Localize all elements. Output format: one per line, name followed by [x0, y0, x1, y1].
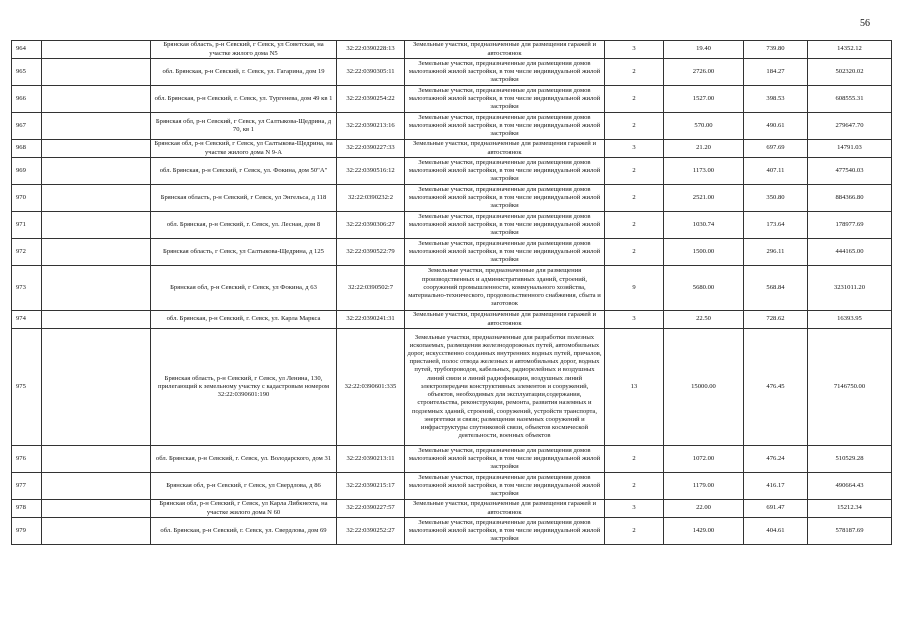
- cadastral-value-cell: 578187.69: [808, 518, 892, 545]
- cadastral-value-cell: 14791.03: [808, 140, 892, 158]
- rate-cell: 490.61: [744, 113, 808, 140]
- row-number-cell: 976: [12, 446, 42, 473]
- address-cell: Брянская обл, р-н Севский, г Севск, ул Салтыкова-Щедрина, д 70, кв 1: [151, 113, 337, 140]
- rate-cell: 296.11: [744, 239, 808, 266]
- cadastral-value-cell: 16393.95: [808, 311, 892, 329]
- address-cell: обл. Брянская, р-н Севский, г Севск, ул. Фокина, дом 50"А": [151, 158, 337, 185]
- left-blank-cell: [42, 212, 151, 239]
- land-use-cell: Земельные участки, предназначенные для размещения домов малоэтажной жилой застройки, в том числе индивидуальной жилой застройки: [405, 59, 605, 86]
- area-cell: 2726.00: [664, 59, 744, 86]
- cadastral-value-cell: 510529.28: [808, 446, 892, 473]
- cadastral-number-cell: 32:22:0390252:27: [337, 518, 405, 545]
- rate-cell: 184.27: [744, 59, 808, 86]
- table-row: [12, 518, 892, 545]
- left-blank-cell: [42, 266, 151, 311]
- category-code-cell: 2: [605, 473, 664, 500]
- category-code-cell: 2: [605, 59, 664, 86]
- area-cell: 22.50: [664, 311, 744, 329]
- left-blank-cell: [42, 518, 151, 545]
- land-use-cell: Земельные участки, предназначенные для размещения гаражей и автостоянок: [405, 311, 605, 329]
- rate-cell: 476.45: [744, 329, 808, 446]
- rate-cell: 350.80: [744, 185, 808, 212]
- cadastral-number-cell: 32:22:0390213:11: [337, 446, 405, 473]
- row-number-cell: 973: [12, 266, 42, 311]
- category-code-cell: 2: [605, 113, 664, 140]
- row-number-cell: 964: [12, 41, 42, 59]
- table-row: [12, 86, 892, 113]
- land-register-table: [11, 40, 892, 545]
- left-blank-cell: [42, 41, 151, 59]
- category-code-cell: 3: [605, 311, 664, 329]
- address-cell: Брянская обл, р-н Севский, г Севск, ул Фокина, д 63: [151, 266, 337, 311]
- left-blank-cell: [42, 158, 151, 185]
- category-code-cell: 9: [605, 266, 664, 311]
- land-use-cell: Земельные участки, предназначенные для размещения домов малоэтажной жилой застройки, в том числе индивидуальной жилой застройки: [405, 158, 605, 185]
- row-number-cell: 965: [12, 59, 42, 86]
- land-use-cell: Земельные участки, предназначенные для размещения домов малоэтажной жилой застройки, в том числе индивидуальной жилой застройки: [405, 518, 605, 545]
- cadastral-number-cell: 32:22:0390601:335: [337, 329, 405, 446]
- table-row: [12, 140, 892, 158]
- row-number-cell: 975: [12, 329, 42, 446]
- rate-cell: 691.47: [744, 500, 808, 518]
- left-blank-cell: [42, 329, 151, 446]
- area-cell: 1429.00: [664, 518, 744, 545]
- address-cell: Брянская обл, р-н Севский, г Севск, ул Карла Либкнехта, на участке жилого дома N 60: [151, 500, 337, 518]
- cadastral-value-cell: 477540.03: [808, 158, 892, 185]
- cadastral-value-cell: 884366.80: [808, 185, 892, 212]
- land-use-cell: Земельные участки, предназначенные для размещения домов малоэтажной жилой застройки, в том числе индивидуальной жилой застройки: [405, 86, 605, 113]
- table-row: [12, 185, 892, 212]
- left-blank-cell: [42, 59, 151, 86]
- area-cell: 5680.00: [664, 266, 744, 311]
- row-number-cell: 971: [12, 212, 42, 239]
- land-use-cell: Земельные участки, предназначенные для размещения гаражей и автостоянок: [405, 140, 605, 158]
- table-row: [12, 113, 892, 140]
- table-row: [12, 311, 892, 329]
- cadastral-value-cell: 490664.43: [808, 473, 892, 500]
- page-number: 56: [860, 18, 870, 29]
- category-code-cell: 2: [605, 86, 664, 113]
- table-row: [12, 41, 892, 59]
- area-cell: 2521.00: [664, 185, 744, 212]
- rate-cell: 173.64: [744, 212, 808, 239]
- table-row: [12, 329, 892, 446]
- land-use-cell: Земельные участки, предназначенные для размещения домов малоэтажной жилой застройки, в том числе индивидуальной жилой застройки: [405, 185, 605, 212]
- cadastral-value-cell: 444165.00: [808, 239, 892, 266]
- cadastral-value-cell: 178977.69: [808, 212, 892, 239]
- left-blank-cell: [42, 500, 151, 518]
- rate-cell: 407.11: [744, 158, 808, 185]
- cadastral-number-cell: 32:22:0390306:27: [337, 212, 405, 239]
- cadastral-value-cell: 15212.34: [808, 500, 892, 518]
- row-number-cell: 977: [12, 473, 42, 500]
- rate-cell: 568.84: [744, 266, 808, 311]
- land-use-cell: Земельные участки, предназначенные для размещения гаражей и автостоянок: [405, 41, 605, 59]
- area-cell: 1173.00: [664, 158, 744, 185]
- area-cell: 1072.00: [664, 446, 744, 473]
- land-use-cell: Земельные участки, предназначенные для размещения домов малоэтажной жилой застройки, в том числе индивидуальной жилой застройки: [405, 239, 605, 266]
- land-use-cell: Земельные участки, предназначенные для размещения гаражей и автостоянок: [405, 500, 605, 518]
- area-cell: 570.00: [664, 113, 744, 140]
- address-cell: обл. Брянская, р-н Севский, г. Севск, ул. Свердлова, дом 69: [151, 518, 337, 545]
- table-row: [12, 266, 892, 311]
- cadastral-value-cell: 7146750.00: [808, 329, 892, 446]
- category-code-cell: 2: [605, 446, 664, 473]
- rate-cell: 416.17: [744, 473, 808, 500]
- table-row: [12, 239, 892, 266]
- area-cell: 22.00: [664, 500, 744, 518]
- address-cell: Брянская область, р-н Севский, г Севск, ул Ленина, 130, прилегающий к земельному участку с кадастровым номером 32:22:0390601:190: [151, 329, 337, 446]
- cadastral-number-cell: 32:22:0390213:16: [337, 113, 405, 140]
- cadastral-value-cell: 3231011.20: [808, 266, 892, 311]
- rate-cell: 476.24: [744, 446, 808, 473]
- cadastral-value-cell: 608555.31: [808, 86, 892, 113]
- land-use-cell: Земельные участки, предназначенные для размещения производственных и административных зданий, строений, сооружений промышленности, коммунального хозяйства, материально-технического, продовольственного снабжения, сбыта и заготовок: [405, 266, 605, 311]
- area-cell: 19.40: [664, 41, 744, 59]
- cadastral-value-cell: 502320.02: [808, 59, 892, 86]
- address-cell: Брянская обл, р-н Севский, г Севск, ул Свердлова, д 86: [151, 473, 337, 500]
- table-row: [12, 500, 892, 518]
- address-cell: обл. Брянская, р-н Севский, г. Севск, ул. Лесная, дом 8: [151, 212, 337, 239]
- rate-cell: 398.53: [744, 86, 808, 113]
- row-number-cell: 974: [12, 311, 42, 329]
- table-row: [12, 212, 892, 239]
- left-blank-cell: [42, 113, 151, 140]
- cadastral-number-cell: 32:22:0390516:12: [337, 158, 405, 185]
- row-number-cell: 978: [12, 500, 42, 518]
- left-blank-cell: [42, 140, 151, 158]
- cadastral-number-cell: 32:22:0390241:31: [337, 311, 405, 329]
- row-number-cell: 966: [12, 86, 42, 113]
- category-code-cell: 2: [605, 185, 664, 212]
- address-cell: Брянская область, р-н Севский, г Севск, ул Энгельса, д 118: [151, 185, 337, 212]
- row-number-cell: 968: [12, 140, 42, 158]
- category-code-cell: 2: [605, 158, 664, 185]
- row-number-cell: 972: [12, 239, 42, 266]
- table-row: [12, 158, 892, 185]
- land-use-cell: Земельные участки, предназначенные для размещения домов малоэтажной жилой застройки, в том числе индивидуальной жилой застройки: [405, 113, 605, 140]
- cadastral-value-cell: 279647.70: [808, 113, 892, 140]
- table-row: [12, 446, 892, 473]
- area-cell: 1179.00: [664, 473, 744, 500]
- area-cell: 21.20: [664, 140, 744, 158]
- address-cell: Брянская обл, р-н Севский, г Севск, ул Салтыкова-Щедрина, на участке жилого дома N 9-А: [151, 140, 337, 158]
- cadastral-number-cell: 32:22:0390305:11: [337, 59, 405, 86]
- left-blank-cell: [42, 311, 151, 329]
- cadastral-number-cell: 32:22:0390502:7: [337, 266, 405, 311]
- cadastral-number-cell: 32:22:0390228:13: [337, 41, 405, 59]
- cadastral-number-cell: 32:22:0390522:79: [337, 239, 405, 266]
- cadastral-value-cell: 14352.12: [808, 41, 892, 59]
- cadastral-number-cell: 32:22:0390215:17: [337, 473, 405, 500]
- left-blank-cell: [42, 446, 151, 473]
- address-cell: Брянская область, г Севск, ул Салтыкова-Щедрина, д 125: [151, 239, 337, 266]
- category-code-cell: 3: [605, 500, 664, 518]
- row-number-cell: 970: [12, 185, 42, 212]
- address-cell: обл. Брянская, р-н Севский, г. Севск, ул. Тургенева, дом 49 кв 1: [151, 86, 337, 113]
- category-code-cell: 2: [605, 239, 664, 266]
- area-cell: 1527.00: [664, 86, 744, 113]
- address-cell: Брянская область, р-н Севский, г Севск, ул Советская, на участке жилого дома N5: [151, 41, 337, 59]
- left-blank-cell: [42, 86, 151, 113]
- address-cell: обл. Брянская, р-н Севский, г. Севск, ул. Карла Маркса: [151, 311, 337, 329]
- rate-cell: 404.61: [744, 518, 808, 545]
- category-code-cell: 3: [605, 41, 664, 59]
- table-row: [12, 473, 892, 500]
- land-use-cell: Земельные участки, предназначенные для разработки полезных ископаемых, размещения железнодорожных путей, автомобильных дорог, искусственно созданных внутренних водных путей, причалов, пристаней, полос отвода железных и автомобильных дорог, водных путей, трубопроводов, кабельных, радиорелейных и воздушных линий связи и линий радиофикации, воздушных линий электропередачи конструктивных элементов и сооружений, объектов, необходимых для эксплуатации,содержания, строительства, реконструкции, ремонта, развития наземных и подземных зданий, строений, сооружений, устройств транспорта, энергетики и связи; размещения наземных сооружений и инфраструктуры спутниковой связи, объектов космической деятельности, военных объектов: [405, 329, 605, 446]
- row-number-cell: 979: [12, 518, 42, 545]
- row-number-cell: 969: [12, 158, 42, 185]
- category-code-cell: 13: [605, 329, 664, 446]
- area-cell: 1030.74: [664, 212, 744, 239]
- cadastral-number-cell: 32:22:0390227:57: [337, 500, 405, 518]
- rate-cell: 728.62: [744, 311, 808, 329]
- cadastral-number-cell: 32:22:0390232:2: [337, 185, 405, 212]
- cadastral-number-cell: 32:22:0390254:22: [337, 86, 405, 113]
- category-code-cell: 3: [605, 140, 664, 158]
- area-cell: 1500.00: [664, 239, 744, 266]
- rate-cell: 739.80: [744, 41, 808, 59]
- area-cell: 15000.00: [664, 329, 744, 446]
- rate-cell: 697.69: [744, 140, 808, 158]
- cadastral-number-cell: 32:22:0390227:33: [337, 140, 405, 158]
- address-cell: обл. Брянская, р-н Севский, г. Севск, ул. Володарского, дом 31: [151, 446, 337, 473]
- row-number-cell: 967: [12, 113, 42, 140]
- left-blank-cell: [42, 185, 151, 212]
- category-code-cell: 2: [605, 212, 664, 239]
- table-row: [12, 59, 892, 86]
- land-use-cell: Земельные участки, предназначенные для размещения домов малоэтажной жилой застройки, в том числе индивидуальной жилой застройки: [405, 212, 605, 239]
- left-blank-cell: [42, 473, 151, 500]
- left-blank-cell: [42, 239, 151, 266]
- land-use-cell: Земельные участки, предназначенные для размещения домов малоэтажной жилой застройки, в том числе индивидуальной жилой застройки: [405, 473, 605, 500]
- land-use-cell: Земельные участки, предназначенные для размещения домов малоэтажной жилой застройки, в том числе индивидуальной жилой застройки: [405, 446, 605, 473]
- category-code-cell: 2: [605, 518, 664, 545]
- address-cell: обл. Брянская, р-н Севский, г. Севск, ул. Гагарина, дом 19: [151, 59, 337, 86]
